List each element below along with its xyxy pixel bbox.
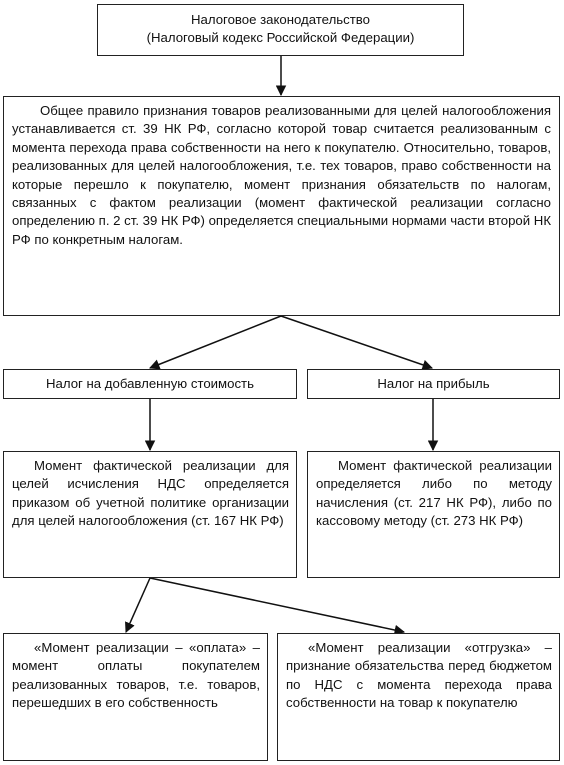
arrow-vat_moment-to-payment xyxy=(126,578,150,632)
shipment-moment-text: «Момент реализации «отгрузка» – признание обязательства перед бюджетом по НДС с момента перехода права собственности на товар к покупателю xyxy=(286,640,552,711)
node-profit-tax xyxy=(307,369,560,399)
arrow-general-to-vat xyxy=(150,316,281,368)
tax-legislation-title: Налоговое законодательство xyxy=(191,12,370,27)
node-shipment-moment xyxy=(277,633,560,761)
node-profit-moment xyxy=(307,451,560,578)
node-vat xyxy=(3,369,297,399)
tax-code-subtitle: (Налоговый кодекс Российской Федерации) xyxy=(146,30,415,46)
vat-moment-text: Момент фактической реализации для целей исчисления НДС определяется приказом об учетной политике организации для целей налогообложения (ст. 167 НК РФ) xyxy=(12,458,289,529)
profit-tax-label: Налог на прибыль xyxy=(377,376,490,391)
node-tax-legislation xyxy=(97,4,464,56)
payment-moment-text: «Момент реализации – «оплата» – момент оплаты покупателем реализованных товаров, т.е. товаров, перешедших в его собственность xyxy=(12,640,260,711)
profit-moment-text: Момент фактической реализации определяется либо по методу начисления (ст. 217 НК РФ), либо по кассовому методу (ст. 273 НК РФ) xyxy=(316,458,552,529)
arrow-vat_moment-to-shipment xyxy=(150,578,404,632)
node-payment-moment xyxy=(3,633,268,761)
vat-label: Налог на добавленную стоимость xyxy=(46,376,254,391)
arrow-general-to-profit xyxy=(281,316,432,368)
general-rule-text: Общее правило признания товаров реализованными для целей налогообложения устанавливается ст. 39 НК РФ, согласно которой товар считается реализованным с момента перехода права собственности на него к покупателю. Относительно, товаров, реализованных для целей налогообложения, т.е. тех товаров, право собственности на которые перешло к покупателю, момент признания обязательств по налогам, связанных с фактом реализации (момент фактической реализации согласно определению п. 2 ст. 39 НК РФ) определяется специальными нормами части второй НК РФ по конкретным налогам. xyxy=(12,103,551,247)
node-vat-moment xyxy=(3,451,297,578)
node-general-rule xyxy=(3,96,560,316)
